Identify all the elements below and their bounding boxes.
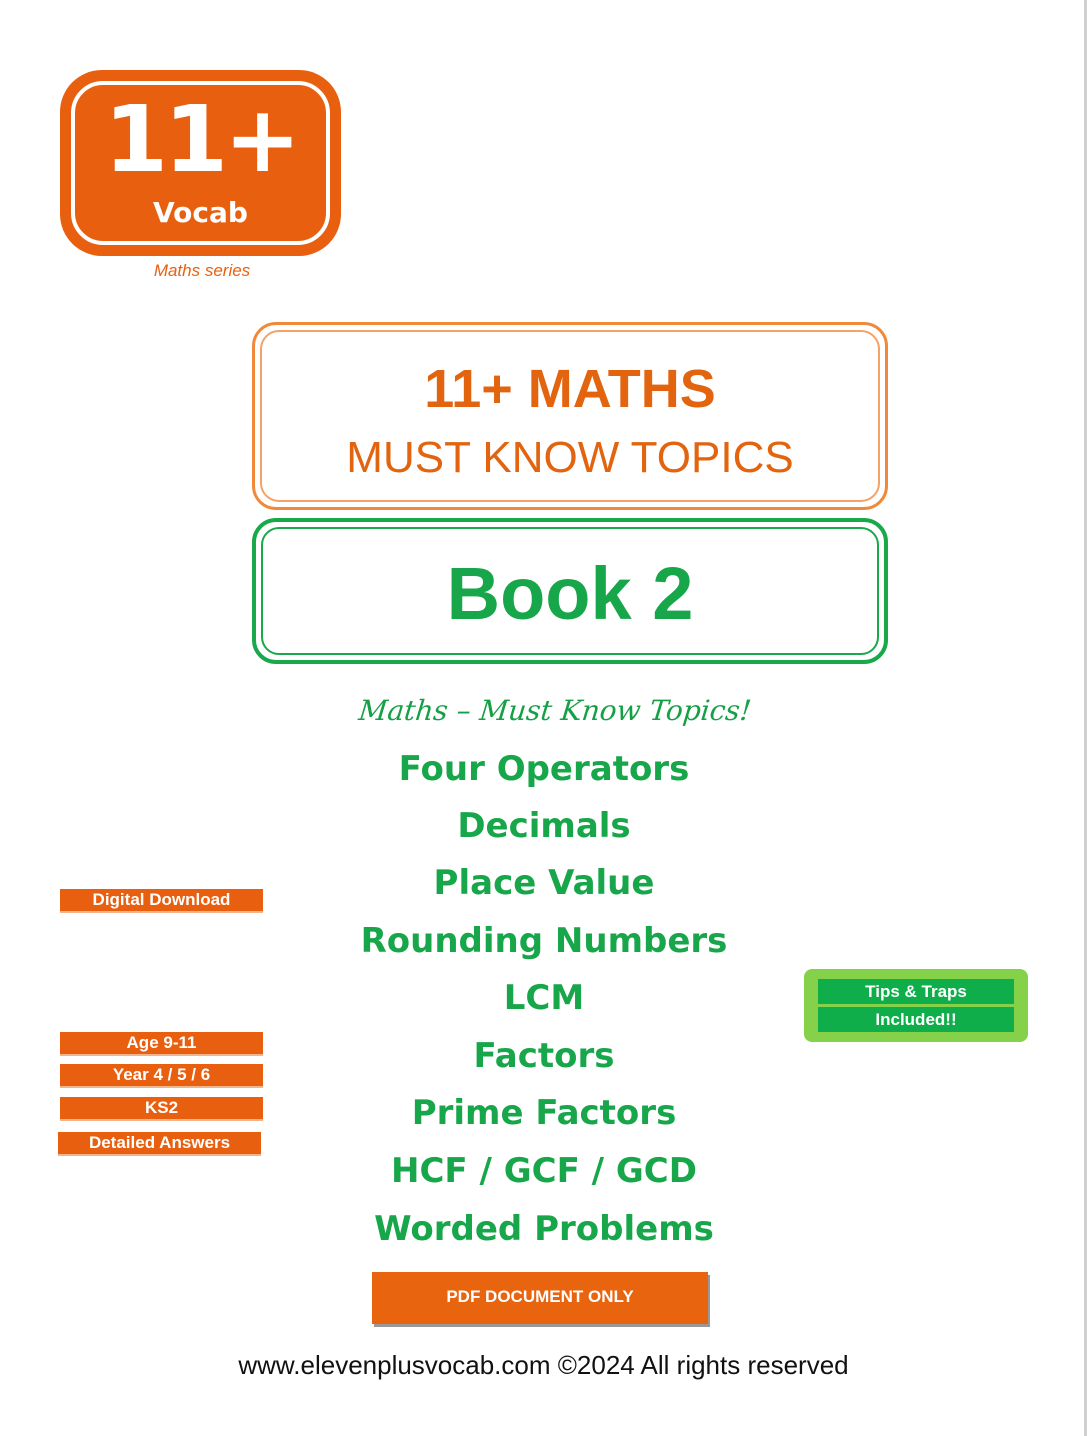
topic-decimals: Decimals [457,806,631,846]
tag-year: Year 4 / 5 / 6 [60,1064,263,1086]
book-box [252,518,888,664]
tips-line-1: Tips & Traps [818,979,1014,1004]
topic-place-value: Place Value [433,863,655,903]
topic-worded-problems: Worded Problems [374,1209,714,1249]
tips-line-2: Included!! [818,1007,1014,1032]
logo-sub-text: Vocab [153,196,248,229]
footer-copyright: www.elevenplusvocab.com ©2024 All rights reserved [238,1350,849,1380]
tag-digital-download: Digital Download [60,889,263,911]
logo-main-text: 11+ [103,86,298,193]
topic-prime-factors: Prime Factors [411,1093,677,1133]
topic-factors: Factors [473,1036,615,1076]
topic-four-operators: Four Operators [398,749,690,789]
topic-lcm: LCM [503,978,585,1018]
book-label: Book 2 [446,552,694,635]
topic-rounding-numbers: Rounding Numbers [360,921,728,961]
tag-ks2: KS2 [60,1097,263,1119]
topic-hcf-gcf-gcd: HCF / GCF / GCD [391,1151,697,1191]
tag-age: Age 9-11 [60,1032,263,1054]
title-main: 11+ MATHS [424,359,716,419]
tag-detailed-answers: Detailed Answers [58,1132,261,1154]
tagline: Maths – Must Know Topics! [357,694,753,727]
brand-logo [60,70,341,256]
tips-box [804,969,1028,1042]
pdf-document-only-label: PDF DOCUMENT ONLY [372,1272,708,1324]
title-box [252,322,888,510]
series-label: Maths series [153,261,251,280]
title-sub: MUST KNOW TOPICS [346,433,794,482]
